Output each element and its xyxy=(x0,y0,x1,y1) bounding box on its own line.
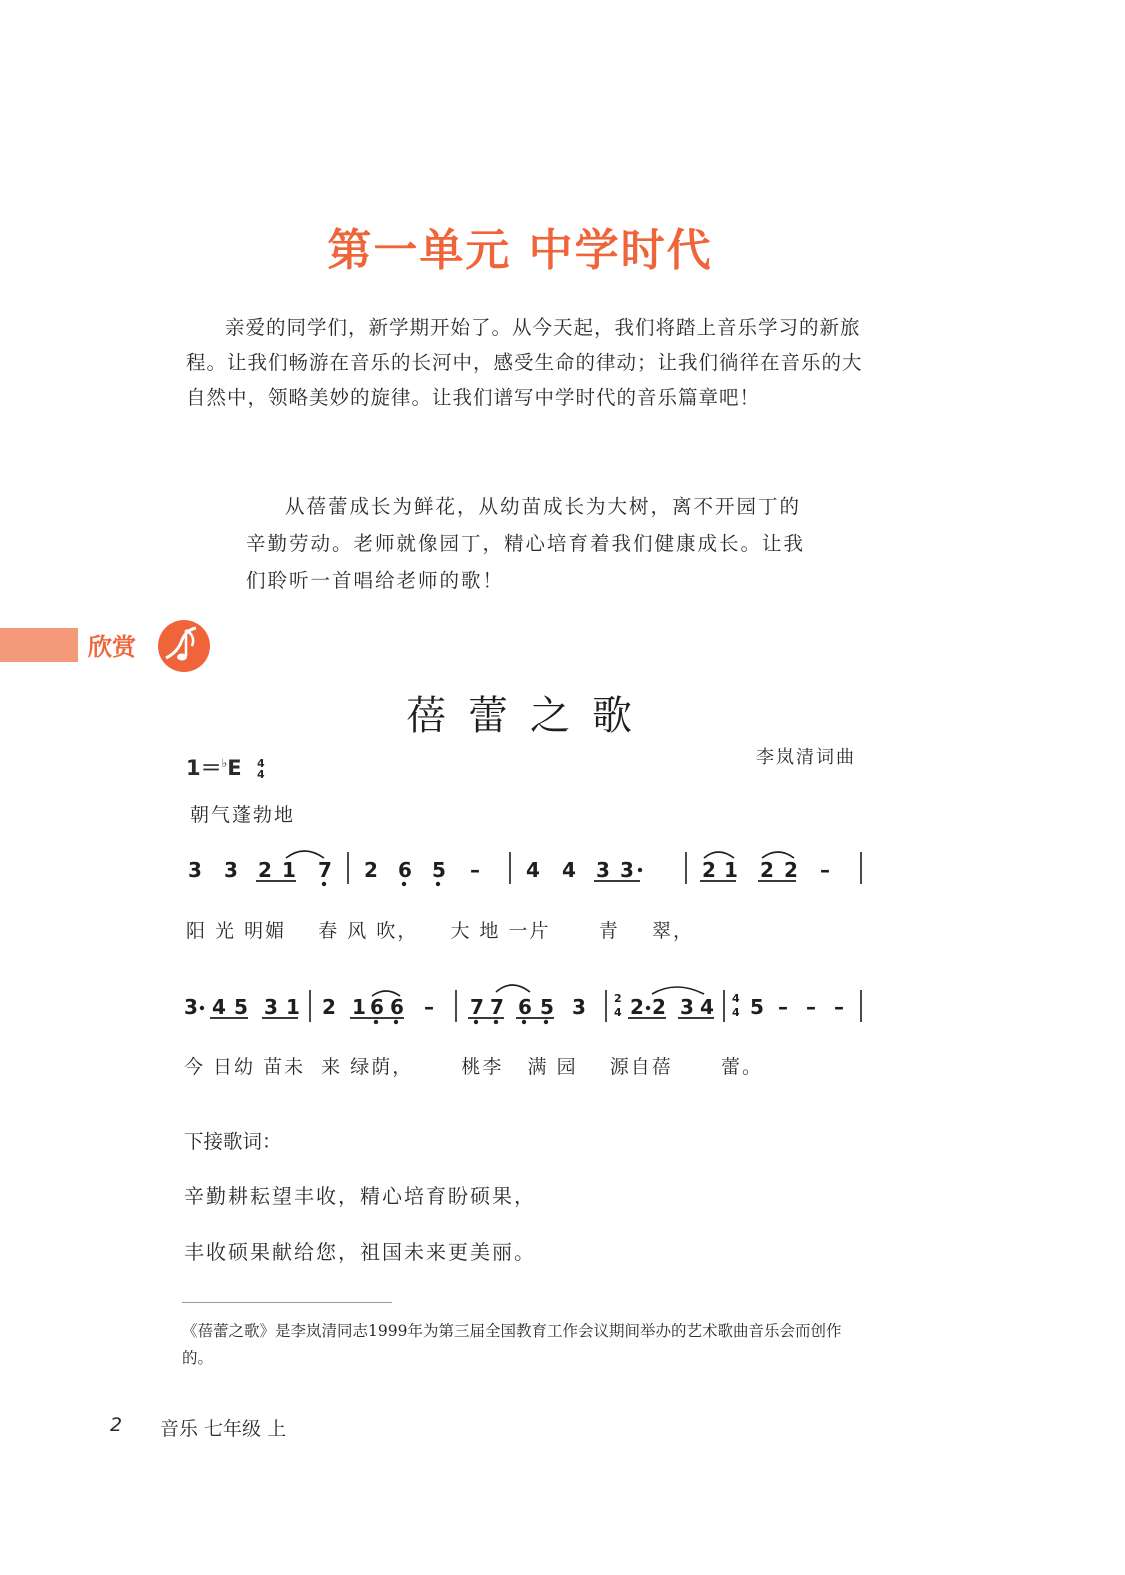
key-note: E xyxy=(227,756,242,780)
svg-text:3: 3 xyxy=(572,995,586,1019)
svg-text:6: 6 xyxy=(370,995,384,1019)
svg-text:1: 1 xyxy=(352,995,366,1019)
svg-text:3: 3 xyxy=(224,858,238,882)
footnote-divider xyxy=(182,1302,392,1303)
svg-text:3: 3 xyxy=(680,995,694,1019)
svg-text:7: 7 xyxy=(470,995,484,1019)
flat-sign: ♭ xyxy=(221,756,228,770)
svg-text:4: 4 xyxy=(212,995,226,1019)
svg-text:2: 2 xyxy=(652,995,666,1019)
svg-text:6: 6 xyxy=(390,995,404,1019)
svg-text:4: 4 xyxy=(732,992,740,1005)
svg-text:3: 3 xyxy=(620,858,634,882)
lead-text: 从蓓蕾成长为鲜花，从幼苗成长为大树，离不开园丁的辛勤劳动。老师就像园丁，精心培育着我们健康成长。让我们聆听一首唱给老师的歌！ xyxy=(246,495,806,592)
svg-text:2: 2 xyxy=(322,995,336,1019)
svg-text:2: 2 xyxy=(784,858,798,882)
section-tag-label: 欣赏 xyxy=(88,633,136,661)
svg-text:2: 2 xyxy=(258,858,272,882)
lyrics-line-2: 今 日幼 苗未 来 绿荫， 桃李 满 园 源自蓓 蕾。 xyxy=(184,1056,763,1078)
svg-text:7: 7 xyxy=(490,995,504,1019)
unit-title: 第一单元 中学时代 xyxy=(327,225,713,276)
svg-text:3: 3 xyxy=(596,858,610,882)
book-title: 音乐 七年级 上 xyxy=(160,1418,287,1440)
svg-text:–: – xyxy=(820,858,830,882)
svg-text:5: 5 xyxy=(750,995,764,1019)
svg-text:6: 6 xyxy=(398,858,412,882)
svg-text:2: 2 xyxy=(364,858,378,882)
page-number: 2 xyxy=(110,1414,123,1436)
svg-text:5: 5 xyxy=(234,995,248,1019)
svg-text:2: 2 xyxy=(760,858,774,882)
svg-text:4: 4 xyxy=(562,858,576,882)
svg-text:–: – xyxy=(424,995,434,1019)
svg-text:5: 5 xyxy=(540,995,554,1019)
composer-credit: 李岚清词曲 xyxy=(756,747,856,768)
notation-line-1 xyxy=(188,851,861,886)
svg-text:2: 2 xyxy=(614,992,622,1005)
svg-text:–: – xyxy=(470,858,480,882)
notation-line-2 xyxy=(184,985,861,1024)
meter-top: 4 xyxy=(256,757,265,770)
svg-text:–: – xyxy=(834,995,844,1019)
svg-text:4: 4 xyxy=(614,1006,622,1019)
svg-text:2: 2 xyxy=(630,995,644,1019)
svg-text:5: 5 xyxy=(432,858,446,882)
svg-text:1: 1 xyxy=(282,858,296,882)
svg-text:2: 2 xyxy=(702,858,716,882)
key-prefix: 1＝ xyxy=(186,756,222,780)
svg-text:3: 3 xyxy=(184,995,198,1019)
svg-text:7: 7 xyxy=(318,858,332,882)
svg-text:1: 1 xyxy=(286,995,300,1019)
meter-bottom: 4 xyxy=(256,768,265,781)
follow-lyrics-label: 下接歌词： xyxy=(184,1130,282,1153)
verse-line-1: 辛勤耕耘望丰收，精心培育盼硕果， xyxy=(184,1184,536,1208)
svg-text:3: 3 xyxy=(188,858,202,882)
verse-line-2: 丰收硕果献给您，祖国未来更美丽。 xyxy=(184,1240,536,1264)
svg-text:4: 4 xyxy=(526,858,540,882)
svg-text:–: – xyxy=(806,995,816,1019)
footnote: 《蓓蕾之歌》是李岚清同志1999年为第三届全国教育工作会议期间举办的艺术歌曲音乐会而创作的。 xyxy=(182,1322,842,1367)
svg-text:4: 4 xyxy=(700,995,714,1019)
svg-text:3: 3 xyxy=(264,995,278,1019)
intro-text: 亲爱的同学们，新学期开始了。从今天起，我们将踏上音乐学习的新旅程。让我们畅游在音乐的长河中，感受生命的律动；让我们徜徉在音乐的大自然中，领略美妙的旋律。让我们谱写中学时代的音乐篇章吧！ xyxy=(186,316,863,409)
svg-text:4: 4 xyxy=(732,1006,740,1019)
svg-text:1: 1 xyxy=(724,858,738,882)
svg-text:–: – xyxy=(778,995,788,1019)
tempo-marking: 朝气蓬勃地 xyxy=(190,804,296,826)
svg-text:6: 6 xyxy=(518,995,532,1019)
lyrics-line-1: 阳 光 明媚 春 风 吹， 大 地 一片 青 翠， xyxy=(186,920,694,942)
song-title: 蓓蕾之歌 xyxy=(406,693,654,739)
